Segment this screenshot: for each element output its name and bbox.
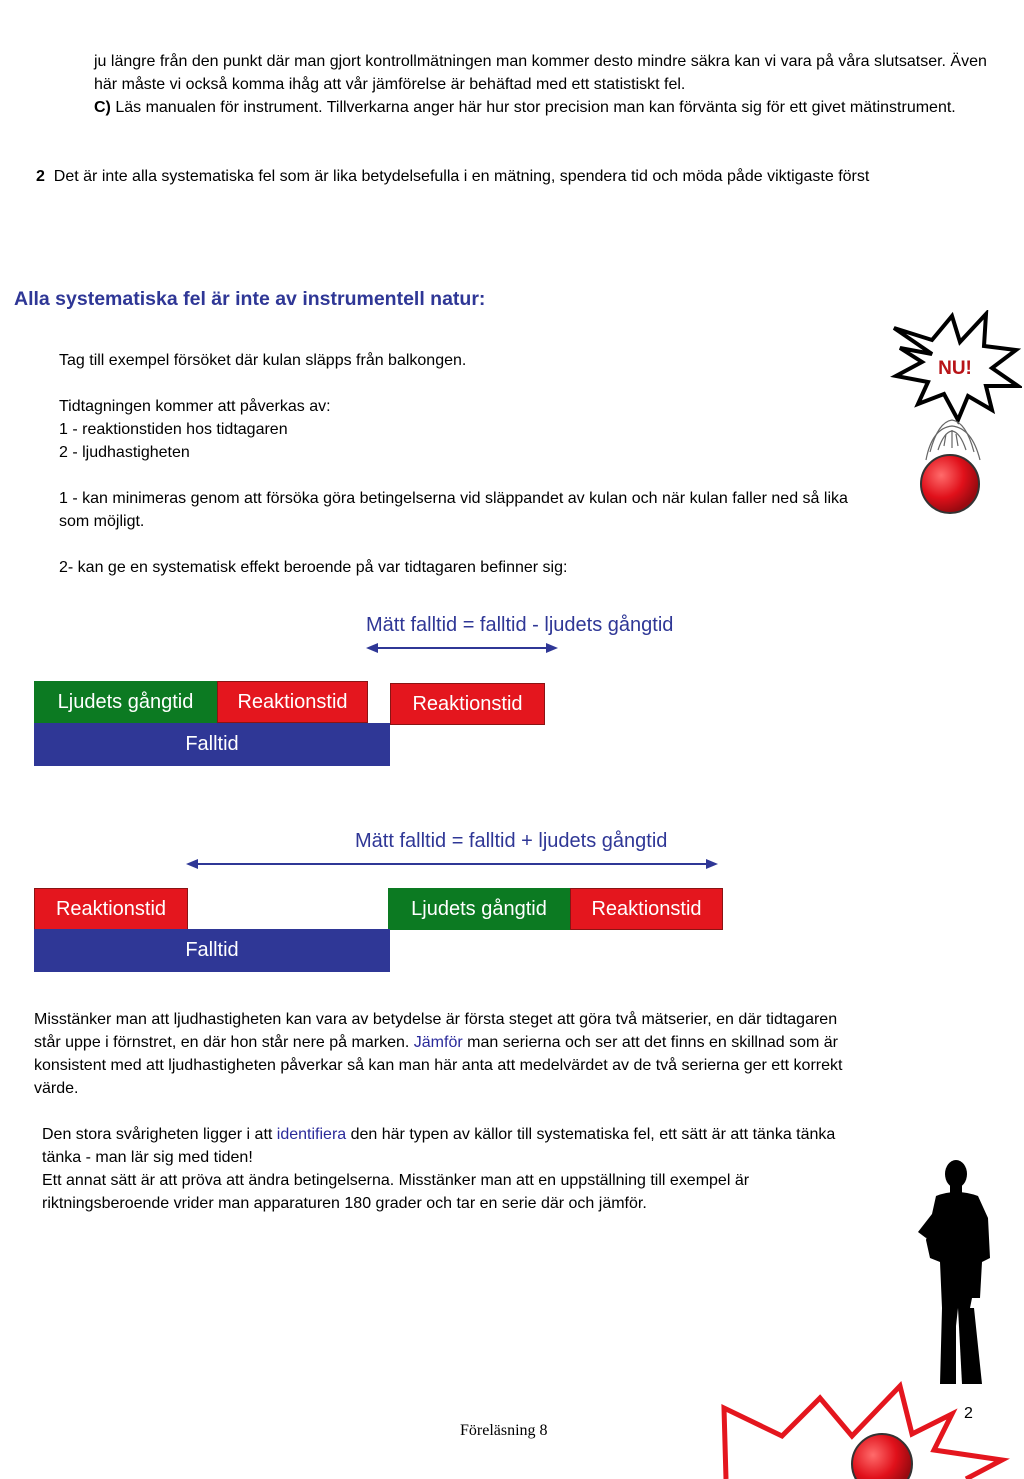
red-ball-icon	[921, 455, 979, 513]
intro-line-4: 2 - ljudhastigheten	[59, 444, 190, 461]
item-c	[94, 96, 1014, 119]
page-number: 2	[964, 1405, 973, 1422]
bottom-burst-graphic	[716, 1378, 1016, 1479]
fall-time-bar-1: Falltid	[34, 723, 390, 766]
reaction-time-box-2b: Reaktionstid	[570, 888, 723, 930]
reaction-time-box-1a: Reaktionstid	[217, 681, 368, 723]
item-c-text: Läs manualen för instrument. Tillverkarna anger här hur stor precision man kan förvänta sig för ett givet mätinstrument.	[110, 99, 956, 116]
burst-label: NU!	[938, 358, 972, 379]
sound-time-box-2: Ljudets gångtid	[388, 888, 570, 930]
reaction-time-box-2a: Reaktionstid	[34, 888, 188, 930]
intro-line-6: 2- kan ge en systematisk effekt beroende på var tidtagaren befinner sig:	[59, 559, 568, 576]
formula-2: Mätt falltid = falltid + ljudets gångtid	[355, 830, 668, 852]
identify-paragraph	[42, 1123, 854, 1215]
thinking-man-silhouette-icon	[912, 1158, 996, 1386]
item-2-number: 2	[36, 168, 45, 185]
double-arrow-1	[366, 641, 558, 655]
section-heading: Alla systematiska fel är inte av instrumentell natur:	[14, 288, 486, 310]
intro-spacer	[59, 533, 859, 556]
intro-line-3: 1 - reaktionstiden hos tidtagaren	[59, 421, 288, 438]
intro-line-1: Tag till exempel försöket där kulan släpps från balkongen.	[59, 352, 467, 369]
reaction-time-box-1b: Reaktionstid	[390, 683, 545, 725]
continuation-text: ju längre från den punkt där man gjort kontrollmätningen man kommer desto mindre säkra kan vi vara på våra slutsatser. Även här måste vi också komma ihåg att vår jämförelse är behäftad med ett statistiskt fel.	[94, 53, 987, 93]
item-c-label: C)	[94, 99, 111, 116]
identify-text-after: den här typen av källor till systematiska fel, ett sätt är att tänka tänka tänka - man lär sig med tiden!	[42, 1126, 836, 1166]
intro-line-2: Tidtagningen kommer att påverkas av:	[59, 398, 331, 415]
formula-1: Mätt falltid = falltid - ljudets gångtid	[366, 614, 674, 636]
identify-text-before: Den stora svårigheten ligger i att	[42, 1126, 277, 1143]
sound-time-box-1: Ljudets gångtid	[34, 681, 217, 723]
intro-spacer	[59, 372, 859, 395]
item-2	[36, 165, 986, 188]
red-ball-icon	[852, 1434, 912, 1479]
series-text-after: man serierna och ser att det finns en skillnad som är konsistent med att ljudhastigheten påverkar så kan man här anta att medelvärdet av de två serierna ger ett korrekt värde.	[34, 1034, 843, 1097]
motion-lines-icon	[926, 420, 980, 460]
intro-spacer	[59, 464, 859, 487]
item-2-text: Det är inte alla systematiska fel som är lika betydelsefulla i en mätning, spendera tid och möda påde viktigaste först	[53, 168, 870, 185]
series-highlight: Jämför	[413, 1034, 463, 1051]
intro-text	[59, 349, 859, 579]
double-arrow-2	[186, 857, 718, 871]
series-text-before: Misstänker man att ljudhastigheten kan vara av betydelse är första steget att göra två mätserier, en där tidtagaren står uppe i förnstret, en där hon står nere på marken.	[34, 1011, 838, 1051]
identify-second: Ett annat sätt är att pröva att ändra betingelserna. Misstänker man att en uppställning till exempel är riktningsberoende vrider man apparaturen 180 grader och tar en serie där och jämför.	[42, 1172, 750, 1212]
identify-highlight: identifiera	[276, 1126, 347, 1143]
identify-text	[42, 1123, 854, 1169]
top-paragraph	[94, 50, 1014, 119]
nu-burst-graphic	[888, 310, 1022, 516]
footer-lecture-label: Föreläsning 8	[460, 1422, 548, 1439]
series-paragraph	[34, 1008, 844, 1100]
fall-time-bar-2: Falltid	[34, 929, 390, 972]
intro-line-5: 1 - kan minimeras genom att försöka göra betingelserna vid släppandet av kulan och när kulan faller ned så lika som möjligt.	[59, 490, 848, 530]
